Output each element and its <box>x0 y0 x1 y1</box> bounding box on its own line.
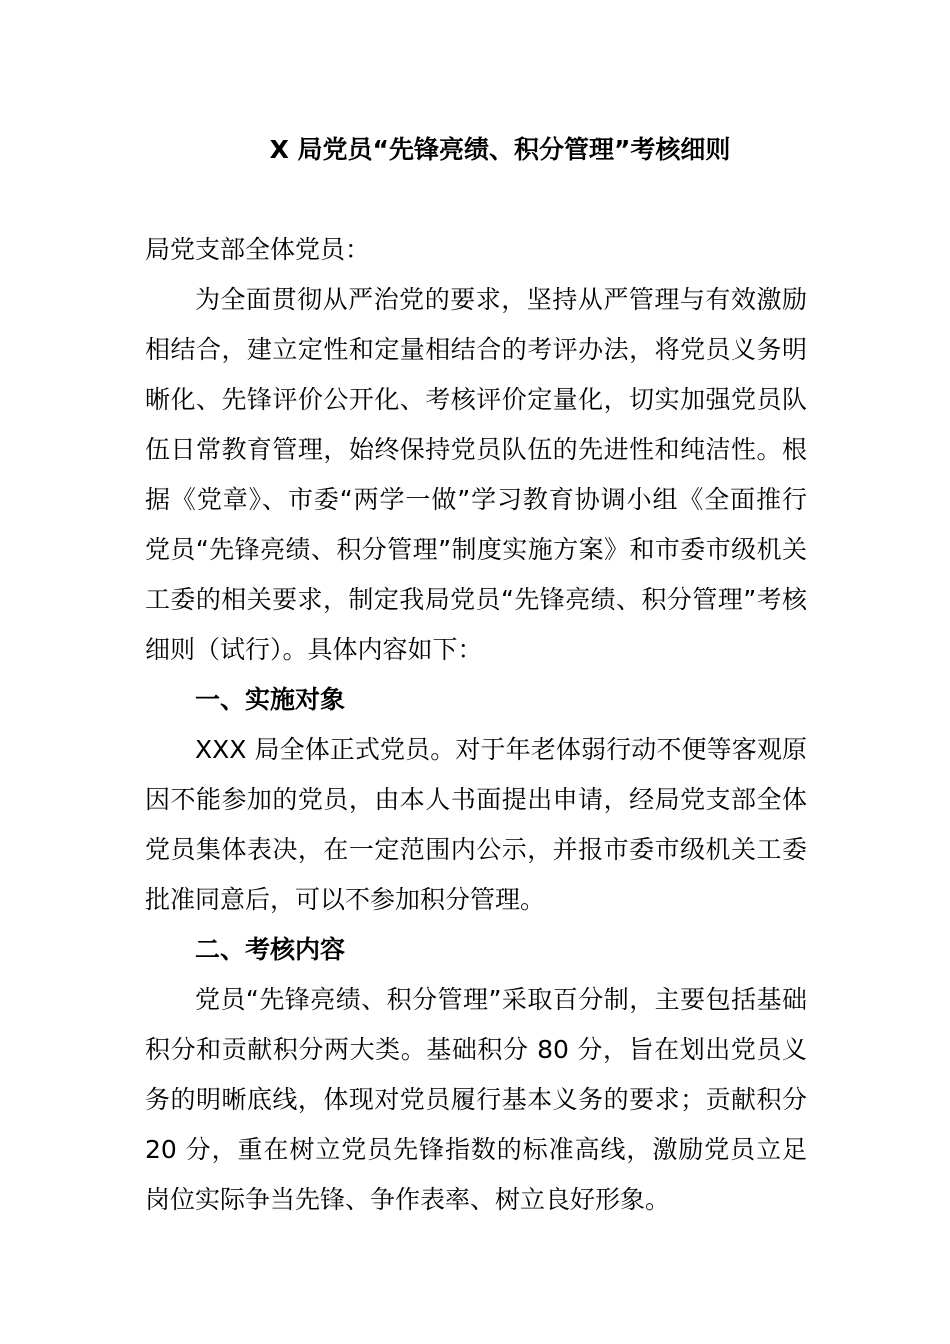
salutation: 局党支部全体党员： <box>145 235 371 264</box>
document-body <box>145 225 807 1225</box>
section-heading-content: 二、考核内容 <box>195 935 346 964</box>
intro-paragraph: 为全面贯彻从严治党的要求，坚持从严管理与有效激励相结合，建立定性和定量相结合的考评办法，将党员义务明晰化、先锋评价公开化、考核评价定量化，切实加强党员队伍日常教育管理，始终保持党员队伍的先进性和纯洁性。根据《党章》、市委“两学一做”学习教育协调小组《全面推行党员“先锋亮绩、积分管理”制度实施方案》和市委市级机关工委的相关要求，制定我局党员“先锋亮绩、积分管理”考核细则（试行）。具体内容如下： <box>145 285 807 664</box>
section-heading-targets: 一、实施对象 <box>195 685 346 714</box>
section-body-content: 党员“先锋亮绩、积分管理”采取百分制，主要包括基础积分和贡献积分两大类。基础积分 80 分，旨在划出党员义务的明晰底线，体现对党员履行基本义务的要求；贡献积分 20 分，重在树立党员先锋指数的标准高线，激励党员立足岗位实际争当先锋、争作表率、树立良好形象。 <box>145 985 807 1214</box>
document-title: X 局党员“先锋亮绩、积分管理”考核细则 <box>269 135 731 164</box>
section-body-targets: XXX 局全体正式党员。对于年老体弱行动不便等客观原因不能参加的党员，由本人书面提出申请，经局党支部全体党员集体表决，在一定范围内公示，并报市委市级机关工委批准同意后，可以不参加积分管理。 <box>145 735 807 914</box>
